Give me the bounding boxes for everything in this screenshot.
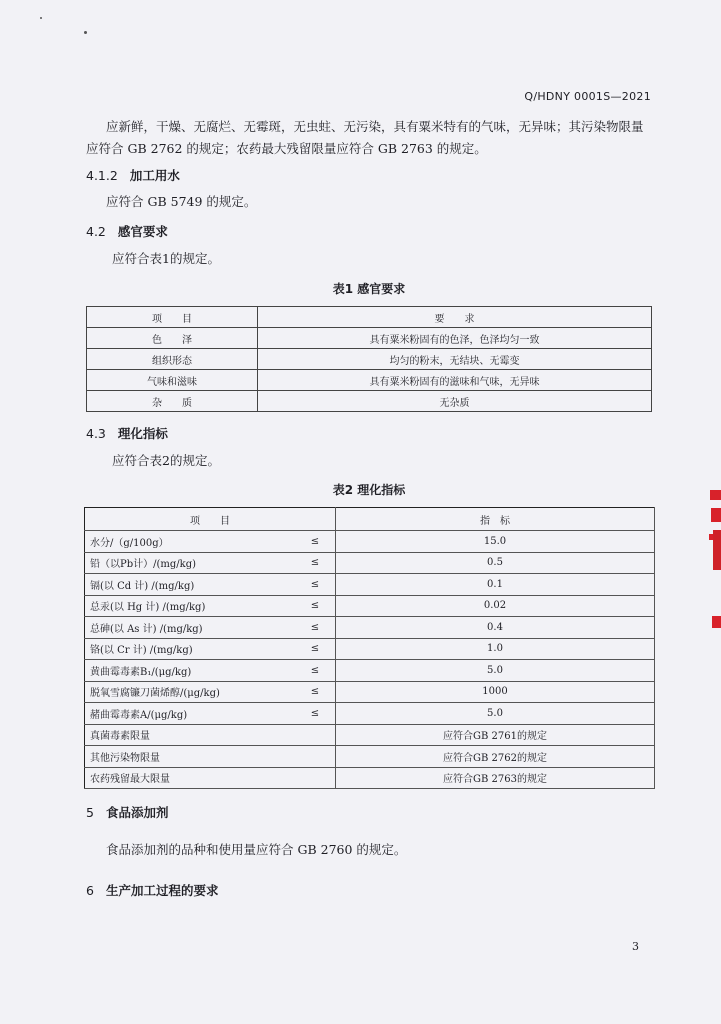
item-cell: 镉(以 Cd 计) /(mg/kg) bbox=[85, 574, 296, 596]
section-4-1-2-text: 应符合 GB 5749 的规定。 bbox=[106, 194, 257, 209]
item-cell: 农药残留最大限量 bbox=[85, 767, 336, 789]
section-4-2-text: 应符合表1的规定。 bbox=[112, 251, 220, 266]
header-cell: 项 目 bbox=[87, 307, 258, 328]
requirement-cell: 具有粟米粉固有的色泽，色泽均匀一致 bbox=[258, 328, 652, 349]
section-number: 5 bbox=[86, 805, 94, 820]
section-4-1-2-heading bbox=[86, 166, 180, 184]
table-row bbox=[87, 349, 652, 370]
table1-sensory bbox=[86, 306, 652, 412]
item-cell: 铅（以Pb计）/(mg/kg) bbox=[85, 552, 296, 574]
section-4-2-heading bbox=[86, 222, 168, 240]
table1-caption: 表1 感官要求 bbox=[332, 282, 406, 296]
value-cell: 0.5 bbox=[336, 552, 655, 574]
value-cell: 15.0 bbox=[336, 531, 655, 553]
page-number: 3 bbox=[632, 940, 639, 953]
value-cell: 应符合GB 2762的规定 bbox=[336, 746, 655, 768]
item-cell: 黄曲霉毒素B₁/(μg/kg) bbox=[85, 660, 296, 682]
item-cell: 赭曲霉毒素A/(μg/kg) bbox=[85, 703, 296, 725]
scan-speck bbox=[40, 17, 42, 19]
item-cell: 真菌毒素限量 bbox=[85, 724, 336, 746]
requirement-cell: 无杂质 bbox=[258, 391, 652, 412]
intro-line-1: 应新鲜，干燥、无腐烂、无霉斑，无虫蛀、无污染，具有粟米特有的气味，无异味；其污染物限量 bbox=[106, 119, 644, 134]
table-row bbox=[87, 391, 652, 412]
table-header-row bbox=[87, 307, 652, 328]
item-cell: 总砷(以 As 计) /(mg/kg) bbox=[85, 617, 296, 639]
table-row bbox=[85, 703, 655, 725]
item-cell: 组织形态 bbox=[87, 349, 258, 370]
section-5-text: 食品添加剂的品种和使用量应符合 GB 2760 的规定。 bbox=[106, 842, 407, 857]
section-number: 4.3 bbox=[86, 426, 106, 441]
value-cell: 0.1 bbox=[336, 574, 655, 596]
item-cell: 其他污染物限量 bbox=[85, 746, 336, 768]
section-number: 4.1.2 bbox=[86, 168, 118, 183]
value-cell: 0.4 bbox=[336, 617, 655, 639]
standard-code: Q/HDNY 0001S—2021 bbox=[524, 90, 651, 103]
value-cell: 应符合GB 2761的规定 bbox=[336, 724, 655, 746]
table-row bbox=[85, 617, 655, 639]
table-row bbox=[87, 370, 652, 391]
value-cell: 0.02 bbox=[336, 595, 655, 617]
operator-cell: ≤ bbox=[295, 638, 336, 660]
section-title: 感官要求 bbox=[117, 224, 168, 239]
table-row bbox=[87, 328, 652, 349]
section-6-heading bbox=[86, 881, 218, 899]
section-4-3-text: 应符合表2的规定。 bbox=[112, 453, 220, 468]
requirement-cell: 均匀的粉末，无结块、无霉变 bbox=[258, 349, 652, 370]
table-header-row bbox=[85, 508, 655, 531]
table-row bbox=[85, 574, 655, 596]
value-cell: 应符合GB 2763的规定 bbox=[336, 767, 655, 789]
intro-paragraph bbox=[86, 116, 656, 160]
requirement-cell: 具有粟米粉固有的滋味和气味，无异味 bbox=[258, 370, 652, 391]
item-cell: 气味和滋味 bbox=[87, 370, 258, 391]
value-cell: 5.0 bbox=[336, 660, 655, 682]
header-cell: 项 目 bbox=[85, 508, 336, 531]
header-cell: 要 求 bbox=[258, 307, 652, 328]
operator-cell: ≤ bbox=[295, 531, 336, 553]
value-cell: 5.0 bbox=[336, 703, 655, 725]
section-title: 理化指标 bbox=[117, 426, 168, 441]
section-title: 食品添加剂 bbox=[105, 805, 169, 820]
item-cell: 杂 质 bbox=[87, 391, 258, 412]
table-row bbox=[85, 681, 655, 703]
item-cell: 总汞(以 Hg 计) /(mg/kg) bbox=[85, 595, 296, 617]
operator-cell: ≤ bbox=[295, 617, 336, 639]
section-5-heading bbox=[86, 803, 168, 821]
operator-cell: ≤ bbox=[295, 703, 336, 725]
scan-speck bbox=[84, 31, 87, 34]
item-cell: 色 泽 bbox=[87, 328, 258, 349]
table-row bbox=[85, 595, 655, 617]
section-title: 生产加工过程的要求 bbox=[105, 883, 219, 898]
section-4-3-heading bbox=[86, 424, 168, 442]
operator-cell: ≤ bbox=[295, 681, 336, 703]
section-number: 6 bbox=[86, 883, 94, 898]
intro-line-2: 应符合 GB 2762 的规定；农药最大残留限量应符合 GB 2763 的规定。 bbox=[86, 141, 487, 156]
table-row bbox=[85, 531, 655, 553]
value-cell: 1000 bbox=[336, 681, 655, 703]
table-row bbox=[85, 638, 655, 660]
table2-physicochemical bbox=[84, 507, 655, 789]
table-row bbox=[85, 552, 655, 574]
header-cell: 指 标 bbox=[336, 508, 655, 531]
value-cell: 1.0 bbox=[336, 638, 655, 660]
operator-cell: ≤ bbox=[295, 552, 336, 574]
section-title: 加工用水 bbox=[129, 168, 180, 183]
operator-cell: ≤ bbox=[295, 660, 336, 682]
table2-caption: 表2 理化指标 bbox=[332, 483, 406, 497]
operator-cell: ≤ bbox=[295, 574, 336, 596]
table-row bbox=[85, 746, 655, 768]
table-row bbox=[85, 660, 655, 682]
item-cell: 脱氧雪腐镰刀菌烯醇/(μg/kg) bbox=[85, 681, 296, 703]
table-row bbox=[85, 724, 655, 746]
operator-cell: ≤ bbox=[295, 595, 336, 617]
seal-stamp-fragment bbox=[707, 488, 721, 638]
section-number: 4.2 bbox=[86, 224, 106, 239]
item-cell: 水分/（g/100g） bbox=[85, 531, 296, 553]
table-row bbox=[85, 767, 655, 789]
item-cell: 铬(以 Cr 计) /(mg/kg) bbox=[85, 638, 296, 660]
